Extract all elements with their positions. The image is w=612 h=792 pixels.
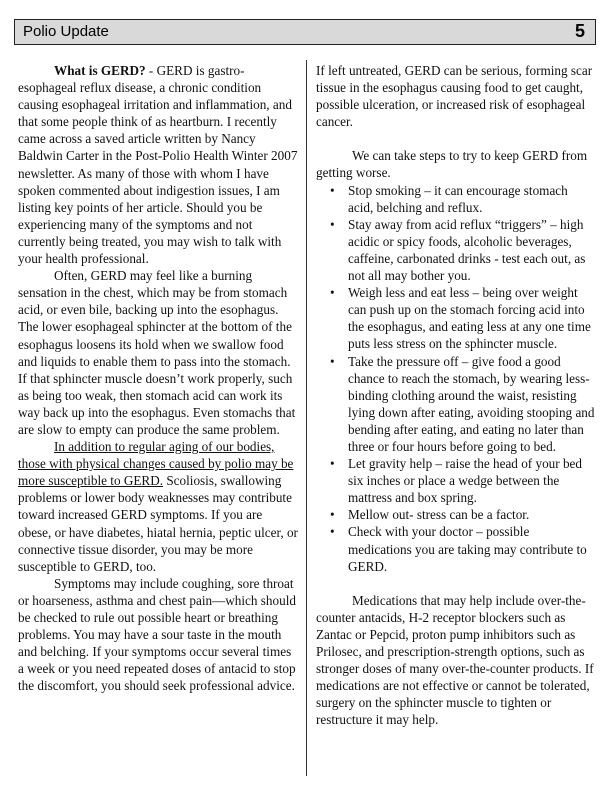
list-item: • Weigh less and eat less – being over weight can push up on the stomach forcing acid into the esophagus, and eating less at any one time puts less stress on the sphincter muscle. <box>316 284 596 352</box>
list-item: • Take the pressure off – give food a good chance to reach the stomach, by wearing less-binding clothing around the waist, resisting lying down after eating, avoiding stooping and bending after eating, and eating no later than three or four hours before going to bed. <box>316 353 596 456</box>
paragraph-steps-intro: We can take steps to try to keep GERD from getting worse. <box>316 148 588 181</box>
steps-list <box>316 182 596 575</box>
risk-factors-text: Scoliosis, swallowing problems or lower body weaknesses may contribute toward increased GERD symptoms. If you are obese, or have diabetes, hiatal hernia, peptic ulcer, or connective tissue disorder, you may be more susceptible to GERD, too. <box>18 473 298 574</box>
list-item: • Let gravity help – raise the head of your bed six inches or place a wedge between the mattress and box spring. <box>316 455 596 506</box>
paragraph-symptoms: Symptoms may include coughing, sore throat or hoarseness, asthma and chest pain—which should be checked to rule out possible heart or breathing problems. You may have a sour taste in the mouth and belching. If your symptoms occur several times a week or you need repeated doses of antacid to stop the discomfort, you should seek professional advice. <box>18 575 296 694</box>
list-item: • Stop smoking – it can encourage stomach acid, belching and reflux. <box>316 182 596 216</box>
left-column <box>18 62 298 694</box>
intro-paragraph <box>18 62 298 267</box>
list-item: • Stay away from acid reflux “triggers” – high acidic or spicy foods, alcoholic beverages, caffeine, carbonated drinks - test each out, as not all may bother you. <box>316 216 596 284</box>
paragraph-polio-susceptibility <box>18 438 298 575</box>
section-heading: What is GERD? <box>54 63 146 78</box>
paragraph-medications: Medications that may help include over-the-counter antacids, H-2 receptor blockers such as Zantac or Pepcid, proton pump inhibitors such as Prilosec, and prescription-strength options, such as stronger doses of many over-the-counter products. If medications are not effective or cannot be tolerated, surgery on the sphincter muscle to tighten or restructure it may help. <box>316 592 594 728</box>
underlined-statement: In addition to regular aging of our bodies, those with physical changes caused by polio may be more susceptible to GERD. <box>18 439 294 489</box>
page-header <box>14 19 596 45</box>
list-item: • Check with your doctor – possible medications you are taking may contribute to GERD. <box>316 523 596 574</box>
spacer <box>316 575 596 592</box>
page-number: 5 <box>574 21 585 41</box>
right-column <box>316 62 596 728</box>
column-divider <box>306 60 307 776</box>
paragraph-symptoms-sensation: Often, GERD may feel like a burning sensation in the chest, which may be from stomach acid, or even bile, backing up into the esophagus. The lower esophageal sphincter at the bottom of the esophagus loosens its hold when we swallow food and liquids to enable them to pass into the stomach. If that sphincter muscle doesn’t work properly, such as being too weak, then stomach acid can work its way back up into the esophagus. Even stomachs that are slow to empty can produce the same problem. <box>18 268 296 437</box>
paragraph-untreated-risk: If left untreated, GERD can be serious, forming scar tissue in the esophagus causing food to get caught, possible ulceration, or increased risk of esophageal cancer. <box>316 63 593 130</box>
intro-text: - GERD is gastro-esophageal reflux disease, a chronic condition causing esophageal irritation and inflammation, and that some people think of as heartburn. I recently came across a saved article written by Nancy Baldwin Carter in the Post-Polio Health Winter 2007 newsletter. As many of those with whom I have spoken commented about indigestion issues, I am listing key points of her article. Should you be experiencing many of the symptoms and not currently being treated, you may wish to talk with your health professional. <box>18 63 298 267</box>
spacer <box>316 130 596 147</box>
list-item: • Mellow out- stress can be a factor. <box>316 506 596 523</box>
newsletter-title: Polio Update <box>23 23 109 40</box>
